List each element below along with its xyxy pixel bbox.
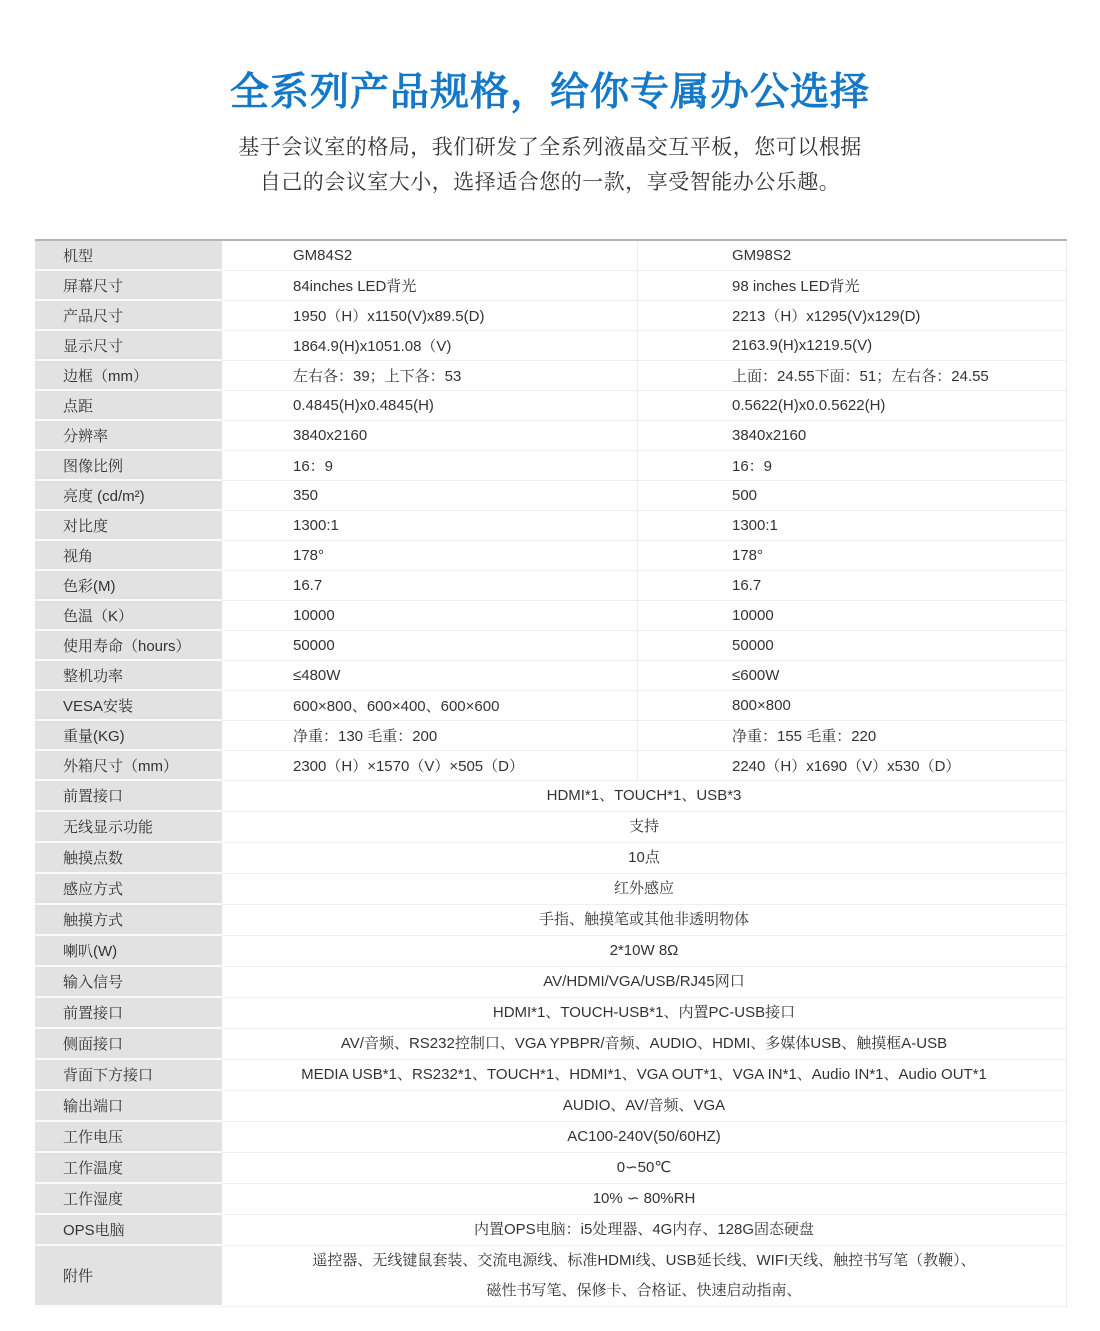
spec-value-line: HDMI*1、TOUCH-USB*1、内置PC-USB接口 xyxy=(492,1004,796,1021)
spec-value-gm98s2: 16：9 xyxy=(638,451,1067,481)
spec-value-merged xyxy=(222,1029,1067,1060)
spec-value-gm84s2: 0.4845(H)x0.4845(H) xyxy=(222,391,638,421)
spec-row-label: 工作湿度 xyxy=(35,1184,222,1215)
spec-row xyxy=(35,967,1067,998)
spec-row xyxy=(35,301,1067,331)
spec-row-label: 对比度 xyxy=(35,511,222,541)
spec-row xyxy=(35,691,1067,721)
spec-row xyxy=(35,361,1067,391)
spec-value-gm84s2: 84inches LED背光 xyxy=(222,271,638,301)
spec-row-label: 喇叭(W) xyxy=(35,936,222,967)
spec-row-label: 侧面接口 xyxy=(35,1029,222,1060)
spec-value-gm84s2: ≤480W xyxy=(222,661,638,691)
spec-value-gm98s2: 2240（H）x1690（V）x530（D） xyxy=(638,751,1067,781)
spec-value-merged xyxy=(222,905,1067,936)
spec-row-label: 输入信号 xyxy=(35,967,222,998)
spec-row-label: 显示尺寸 xyxy=(35,331,222,361)
spec-value-gm98s2: 净重：155 毛重：220 xyxy=(638,721,1067,751)
spec-value-gm84s2: 1300:1 xyxy=(222,511,638,541)
spec-row-label: 产品尺寸 xyxy=(35,301,222,331)
spec-value-line: 红外感应 xyxy=(613,880,674,897)
spec-value-line: 手指、触摸笔或其他非透明物体 xyxy=(538,911,749,928)
spec-row-label: 前置接口 xyxy=(35,998,222,1029)
spec-row-label: 使用寿命（hours） xyxy=(35,631,222,661)
spec-value-merged xyxy=(222,1122,1067,1153)
spec-row-label: 整机功率 xyxy=(35,661,222,691)
spec-value-line: AV/音频、RS232控制口、VGA YPBPR/音频、AUDIO、HDMI、多媒体USB、触摸框A-USB xyxy=(340,1035,948,1052)
spec-value-gm84s2: 600×800、600×400、600×600 xyxy=(222,691,638,721)
spec-row xyxy=(35,1091,1067,1122)
spec-value-gm84s2: 2300（H）×1570（V）×505（D） xyxy=(222,751,638,781)
spec-row xyxy=(35,905,1067,936)
spec-value-gm98s2: GM98S2 xyxy=(638,241,1067,271)
spec-value-gm84s2: 3840x2160 xyxy=(222,421,638,451)
spec-row xyxy=(35,511,1067,541)
spec-value-gm98s2: 16.7 xyxy=(638,571,1067,601)
spec-value-gm98s2: 500 xyxy=(638,481,1067,511)
spec-value-line: 磁性书写笔、保修卡、合格证、快速启动指南、 xyxy=(486,1282,802,1299)
spec-value-gm84s2: 16.7 xyxy=(222,571,638,601)
spec-value-line: 内置OPS电脑：i5处理器、4G内存、128G固态硬盘 xyxy=(473,1221,815,1238)
spec-row xyxy=(35,481,1067,511)
spec-row xyxy=(35,874,1067,905)
spec-value-line: 10% ∽ 80%RH xyxy=(592,1190,696,1207)
spec-row xyxy=(35,421,1067,451)
spec-row xyxy=(35,936,1067,967)
spec-row xyxy=(35,661,1067,691)
spec-row xyxy=(35,721,1067,751)
spec-value-line: AV/HDMI/VGA/USB/RJ45网口 xyxy=(543,973,745,990)
subtitle-line-2: 自己的会议室大小，选择适合您的一款，享受智能办公乐趣。 xyxy=(259,171,841,194)
spec-value-gm84s2: 净重：130 毛重：200 xyxy=(222,721,638,751)
spec-row xyxy=(35,601,1067,631)
spec-value-line: AUDIO、AV/音频、VGA xyxy=(562,1097,726,1114)
spec-value-line: 2*10W 8Ω xyxy=(609,942,679,959)
spec-value-gm98s2: ≤600W xyxy=(638,661,1067,691)
spec-row xyxy=(35,998,1067,1029)
spec-row-label: 边框（mm） xyxy=(35,361,222,391)
spec-row-label: 工作电压 xyxy=(35,1122,222,1153)
spec-row-label: 视角 xyxy=(35,541,222,571)
spec-value-merged xyxy=(222,967,1067,998)
spec-value-gm98s2: 2213（H）x1295(V)x129(D) xyxy=(638,301,1067,331)
spec-table xyxy=(35,239,1067,1307)
spec-value-gm98s2: 50000 xyxy=(638,631,1067,661)
spec-row xyxy=(35,751,1067,781)
spec-value-gm84s2: 350 xyxy=(222,481,638,511)
spec-value-gm98s2: 98 inches LED背光 xyxy=(638,271,1067,301)
spec-row-label: 外箱尺寸（mm） xyxy=(35,751,222,781)
page-title: 全系列产品规格，给你专属办公选择 xyxy=(229,71,870,114)
spec-row-label: 机型 xyxy=(35,241,222,271)
spec-value-line: AC100-240V(50/60HZ) xyxy=(567,1128,721,1145)
spec-value-merged xyxy=(222,1153,1067,1184)
spec-value-gm84s2: 178° xyxy=(222,541,638,571)
spec-value-merged xyxy=(222,1091,1067,1122)
spec-row-label: 工作温度 xyxy=(35,1153,222,1184)
spec-row-label: 前置接口 xyxy=(35,781,222,812)
spec-row xyxy=(35,241,1067,271)
spec-value-line: MEDIA USB*1、RS232*1、TOUCH*1、HDMI*1、VGA OUT*1、VGA IN*1、Audio IN*1、Audio OUT*1 xyxy=(301,1066,987,1083)
spec-value-gm84s2: 1950（H）x1150(V)x89.5(D) xyxy=(222,301,638,331)
spec-value-gm98s2: 178° xyxy=(638,541,1067,571)
spec-value-merged xyxy=(222,998,1067,1029)
spec-row xyxy=(35,812,1067,843)
spec-row-label: 点距 xyxy=(35,391,222,421)
spec-row-label: 触摸方式 xyxy=(35,905,222,936)
spec-row xyxy=(35,1153,1067,1184)
spec-value-gm98s2: 2163.9(H)x1219.5(V) xyxy=(638,331,1067,361)
spec-row-label: VESA安装 xyxy=(35,691,222,721)
spec-row-label: 色彩(M) xyxy=(35,571,222,601)
spec-value-merged xyxy=(222,874,1067,905)
spec-row xyxy=(35,1184,1067,1215)
spec-value-gm84s2: GM84S2 xyxy=(222,241,638,271)
spec-value-merged xyxy=(222,1215,1067,1246)
spec-value-line: 支持 xyxy=(628,818,659,835)
spec-row xyxy=(35,843,1067,874)
spec-value-merged xyxy=(222,812,1067,843)
spec-row-label: 分辨率 xyxy=(35,421,222,451)
spec-value-merged xyxy=(222,1246,1067,1307)
spec-value-line: HDMI*1、TOUCH*1、USB*3 xyxy=(546,787,742,804)
spec-row-label: 亮度 (cd/m²) xyxy=(35,481,222,511)
spec-row xyxy=(35,331,1067,361)
spec-row-label: 输出端口 xyxy=(35,1091,222,1122)
spec-row xyxy=(35,1029,1067,1060)
spec-row-label: 感应方式 xyxy=(35,874,222,905)
spec-row xyxy=(35,1246,1067,1307)
spec-value-merged xyxy=(222,936,1067,967)
spec-value-merged xyxy=(222,843,1067,874)
spec-row-label: 重量(KG) xyxy=(35,721,222,751)
spec-row xyxy=(35,391,1067,421)
spec-value-gm84s2: 1864.9(H)x1051.08（V) xyxy=(222,331,638,361)
spec-value-gm84s2: 左右各：39；上下各：53 xyxy=(222,361,638,391)
spec-value-line: 0∽50℃ xyxy=(616,1159,672,1176)
spec-row-label: 触摸点数 xyxy=(35,843,222,874)
spec-row-label: 无线显示功能 xyxy=(35,812,222,843)
spec-row xyxy=(35,271,1067,301)
spec-value-gm84s2: 50000 xyxy=(222,631,638,661)
spec-value-merged xyxy=(222,1060,1067,1091)
spec-row xyxy=(35,541,1067,571)
spec-value-line: 10点 xyxy=(628,849,660,866)
spec-row xyxy=(35,1215,1067,1246)
spec-value-gm98s2: 10000 xyxy=(638,601,1067,631)
page-header xyxy=(0,0,1100,200)
spec-row-label: 附件 xyxy=(35,1246,222,1307)
spec-row-label: 背面下方接口 xyxy=(35,1060,222,1091)
spec-value-gm98s2: 1300:1 xyxy=(638,511,1067,541)
spec-row-label: 色温（K） xyxy=(35,601,222,631)
spec-row xyxy=(35,631,1067,661)
spec-value-merged xyxy=(222,781,1067,812)
spec-row xyxy=(35,1060,1067,1091)
spec-value-gm98s2: 上面：24.55下面：51；左右各：24.55 xyxy=(638,361,1067,391)
spec-row-label: OPS电脑 xyxy=(35,1215,222,1246)
spec-value-gm98s2: 800×800 xyxy=(638,691,1067,721)
spec-row-label: 屏幕尺寸 xyxy=(35,271,222,301)
spec-row xyxy=(35,1122,1067,1153)
page-subtitle xyxy=(0,130,1100,200)
spec-value-line: 遥控器、无线键鼠套装、交流电源线、标准HDMI线、USB延长线、WIFI天线、触控书写笔（教鞭）、 xyxy=(312,1252,976,1269)
spec-value-gm84s2: 10000 xyxy=(222,601,638,631)
spec-value-gm98s2: 0.5622(H)x0.0.5622(H) xyxy=(638,391,1067,421)
spec-row xyxy=(35,571,1067,601)
spec-row xyxy=(35,451,1067,481)
subtitle-line-1: 基于会议室的格局，我们研发了全系列液晶交互平板，您可以根据 xyxy=(238,136,862,159)
spec-value-merged xyxy=(222,1184,1067,1215)
spec-value-gm84s2: 16：9 xyxy=(222,451,638,481)
spec-value-gm98s2: 3840x2160 xyxy=(638,421,1067,451)
spec-row-label: 图像比例 xyxy=(35,451,222,481)
spec-row xyxy=(35,781,1067,812)
